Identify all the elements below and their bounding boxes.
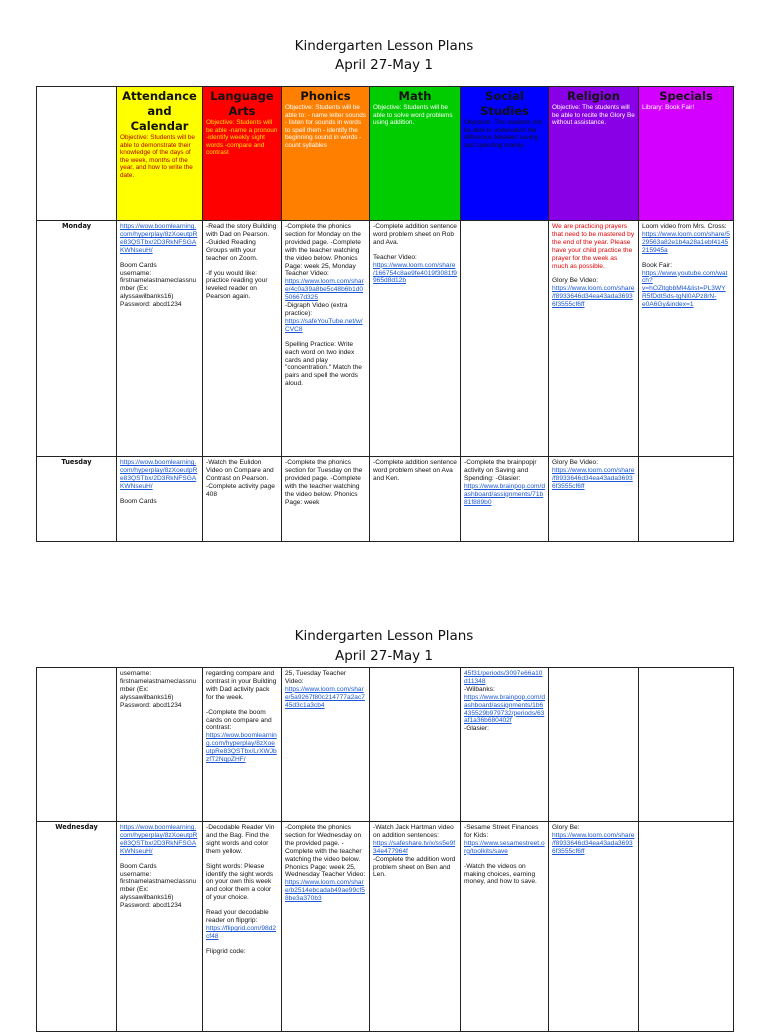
- sesame-street-link[interactable]: https://www.sesamestreet.org/toolkits/save: [464, 839, 545, 855]
- math-video-link[interactable]: https://www.loom.com/share/166754c8ae9fe4019f3081f9965d8d12b: [373, 261, 457, 285]
- boom-cards-link[interactable]: https://wow.boomlearning.com/hyperplay/8zXoeutpRe83QSTbx/2D3RkNFSGAKWNseuH/: [120, 824, 198, 855]
- wednesday-religion-cell: Glory Be: https://www.loom.com/share/f8933646d34ea43ada36936f3555cf6ff: [549, 822, 639, 1032]
- monday-social-cell: [461, 221, 549, 457]
- loom-link[interactable]: https://www.loom.com/share/529563a82e1b4a28a1ebf4145215945a: [642, 230, 730, 254]
- tuesday-attendance-cont: username: firstnamelastnameclassnumber (Ex: alyssawilbanks16) Password: abcd1234: [117, 668, 203, 822]
- teacher-video-link[interactable]: https://www.loom.com/share/b2514ebcadab49ae99cf58be3a370b3: [285, 879, 365, 903]
- boom-cards-link[interactable]: https://wow.boomlearning.com/hyperplay/8zXoeutpRe83QSTbx/LrXWJbzfT2NqpZHF/: [206, 732, 277, 764]
- page-title: Kindergarten Lesson Plans: [294, 38, 474, 54]
- digraph-video-link[interactable]: https://safeYouTube.net/w/CVC8: [285, 317, 363, 333]
- safeshare-link[interactable]: https://safeshare.tv/x/ss5e9f34e477964f: [373, 839, 456, 855]
- tuesday-social-cell: -Complete the brainpopjr activity on Saving and Spending: -Glasier: https://www.brainpop.com/dashboard/assignments/71b81f889b0: [461, 457, 549, 542]
- wednesday-specials-cell: [639, 822, 734, 1032]
- header-language-arts: Language Arts Objective: Students will be able -name a pronoun -identify weekly sight words -compare and contrast: [203, 87, 282, 221]
- tuesday-language-cont: regarding compare and contrast in your Building with Dad activity pack for the week. -Complete the boom cards on compare and contrast: https://wow.boomlearning.com/hyperplay/8zXoeutpRe83QSTbx/LrXWJbzfT2NqpZHF/: [203, 668, 282, 822]
- tuesday-row: [37, 457, 734, 542]
- monday-language-cell: -Read the story Building with Dad on Pearson. -Guided Reading Groups with your teacher on Zoom. -If you would like: practice reading your leveled reader on Pearson again.: [203, 221, 282, 457]
- header-math: Math Objective: Students will be able to solve word problems using addition.: [370, 87, 461, 221]
- tuesday-social-cont: 45f31/periods/3097e66a10d11348 -Wilbanks: https://www.brainpop.com/dashboard/assignments/1b6435529b979732/periods/63af1a36b680402f -Glasier:: [461, 668, 549, 822]
- monday-attendance-cell: https://wow.boomlearning.com/hyperplay/8zXoeutpRe83QSTbx/2D3RkNFSGAKWNseuH/ Boom Cards username: firstnamelastnameclassnumber (Ex: alyssawilbanks16) Password: abcd1234: [117, 221, 203, 457]
- tuesday-specials-cell: [639, 457, 734, 542]
- flipgrid-link[interactable]: https://flipgrid.com/98d2cf48: [206, 924, 277, 940]
- boom-cards-link[interactable]: https://wow.boomlearning.com/hyperplay/8zXoeutpRe83QSTbx/2D3RkNFSGAKWNseuH/: [120, 459, 198, 490]
- teacher-video-link[interactable]: https://www.loom.com/share/5a9267f80c214777a2ac745d3c1a3cb4: [285, 685, 365, 709]
- header-attendance: Attendance and Calendar Objective: Students will be able to demonstrate their knowledge of the days of the week, months of the year, and how to write the date.: [117, 87, 203, 221]
- wednesday-phonics-cell: -Complete the phonics section for Wednesday on the provided page. -Complete with the teacher watching the video below. Phonics Page: week 25, Wednesday Teacher Video: https://www.loom.com/share/b2514ebcadab49ae99cf58be3a370b3: [282, 822, 370, 1032]
- tuesday-math-cont: [370, 668, 461, 822]
- day-label-tuesday: Tuesday: [37, 457, 117, 542]
- header-social-studies: Social Studies Objective: The students will be able to understand the difference between saving and spending money.: [461, 87, 549, 221]
- header-phonics: Phonics Objective: Students will be able to: - name letter sounds - listen for sounds in words to spell them - identify the beginning sound in words - count syllables: [282, 87, 370, 221]
- glory-be-link[interactable]: https://www.loom.com/share/f8933646d34ea43ada36936f3555cf6ff: [552, 466, 635, 490]
- monday-row: [37, 221, 734, 457]
- tuesday-phonics-cont: 25, Tuesday Teacher Video: https://www.loom.com/share/5a9267f80c214777a2ac745d3c1a3cb4: [282, 668, 370, 822]
- header-religion: Religion Objective: The students will be able to recite the Glory Be without assistance.: [549, 87, 639, 221]
- glory-be-link[interactable]: https://www.loom.com/share/f8933646d34ea43ada36936f3555cf6ff: [552, 831, 635, 855]
- monday-phonics-cell: -Complete the phonics section for Monday on the provided page. -Complete with the teacher watching the video below. Phonics Page: week 25, Monday Teacher Video: https://www.loom.com/share/4c0a39a8be5c48b6b1d050667d325 -Digraph Video (extra practice): https://safeYouTube.net/w/CVC8 Spelling Practice: Write each word on two index cards and play "concentration." Match the pairs and spell the words aloud.: [282, 221, 370, 457]
- brainpop-link[interactable]: https://www.brainpop.com/dashboard/assignments/71b81f889b0: [464, 482, 545, 506]
- page-title: Kindergarten Lesson Plans: [294, 628, 474, 644]
- page-subtitle: April 27-May 1: [335, 648, 433, 664]
- glory-be-link[interactable]: https://www.loom.com/share/f8933646d34ea43ada36936f3555cf6ff: [552, 285, 635, 309]
- monday-math-cell: -Complete addition sentence word problem sheet on Rob and Ava. Teacher Video: https://www.loom.com/share/166754c8ae9fe4019f3081f9965d8d12b: [370, 221, 461, 457]
- wednesday-attendance-cell: https://wow.boomlearning.com/hyperplay/8zXoeutpRe83QSTbx/2D3RkNFSGAKWNseuH/ Boom Cards username: firstnamelastnameclassnumber (Ex: alyssawilbanks16) Password: abcd1234: [117, 822, 203, 1032]
- tuesday-math-cell: -Complete addition sentence word problem sheet on Ava and Ken.: [370, 457, 461, 542]
- lesson-plan-table: [36, 86, 734, 542]
- day-label-empty: [37, 668, 117, 822]
- wednesday-math-cell: -Watch Jack Hartman video on addition sentences: https://safeshare.tv/x/ss5e9f34e477964f -Complete the addition word problem sheet on Ben and Len.: [370, 822, 461, 1032]
- wednesday-language-cell: -Decodable Reader Vin and the Bag. Find the sight words and color them yellow. Sight words: Please identify the sight words on your own this week and color them a color of your choice. Read your decodable reader on flipgrip: https://flipgrid.com/98d2cf48 Flipgrid code:: [203, 822, 282, 1032]
- book-fair-link[interactable]: https://www.youtube.com/watch?v=hOZltgbbMl4&list=PL3WYR5fDdtSds-tgNl0APz8rN-e0A6Gy&index=1: [642, 269, 728, 309]
- page-subtitle: April 27-May 1: [335, 57, 433, 73]
- tuesday-religion-cell: Glory Be Video: https://www.loom.com/share/f8933646d34ea43ada36936f3555cf6ff: [549, 457, 639, 542]
- header-row: [37, 87, 734, 221]
- teacher-video-link[interactable]: https://www.loom.com/share/4c0a39a8be5c48b6b1d050667d325: [285, 278, 364, 302]
- corner-cell: [37, 87, 117, 221]
- wednesday-row: [37, 822, 734, 1032]
- tuesday-phonics-cell: -Complete the phonics section for Tuesday on the provided page. -Complete with the teacher watching the video below. Phonics Page: week: [282, 457, 370, 542]
- brainpop-link-2[interactable]: https://www.brainpop.com/dashboard/assignments/1b6435529b979732/periods/63af1a36b680402f: [464, 693, 545, 725]
- lesson-plan-table-continued: [36, 667, 734, 1032]
- wednesday-social-cell: -Sesame Street Finances for Kids: https://www.sesamestreet.org/toolkits/save -Watch the videos on making choices, earning money, and how to save.: [461, 822, 549, 1032]
- monday-specials-cell: Loom video from Mrs. Cross: https://www.loom.com/share/529563a82e1b4a28a1ebf4145215945a Book Fair: https://www.youtube.com/watch?v=hOZltgbbMl4&list=PL3WYR5fDdtSds-tgNl0APz8rN-e0A6Gy&index=1: [639, 221, 734, 457]
- tuesday-religion-cont: [549, 668, 639, 822]
- tuesday-language-cell: -Watch the Eulidon Video on Compare and Contrast on Pearson. -Complete activity page 408: [203, 457, 282, 542]
- header-specials: Specials Library: Book Fair!: [639, 87, 734, 221]
- tuesday-specials-cont: [639, 668, 734, 822]
- brainpop-link[interactable]: 45f31/periods/3097e66a10d11348: [464, 670, 543, 685]
- boom-cards-link[interactable]: https://wow.boomlearning.com/hyperplay/8zXoeutpRe83QSTbx/2D3RkNFSGAKWNseuH/: [120, 223, 198, 254]
- monday-religion-cell: We are practicing prayers that need to be mastered by the end of the year. Please have your child practice the prayer for the week as much as possible. Glory Be Video: https://www.loom.com/share/f8933646d34ea43ada36936f3555cf6ff: [549, 221, 639, 457]
- day-label-monday: Monday: [37, 221, 117, 457]
- day-label-wednesday: Wednesday: [37, 822, 117, 1032]
- tuesday-continued-row: [37, 668, 734, 822]
- tuesday-attendance-cell: https://wow.boomlearning.com/hyperplay/8zXoeutpRe83QSTbx/2D3RkNFSGAKWNseuH/ Boom Cards: [117, 457, 203, 542]
